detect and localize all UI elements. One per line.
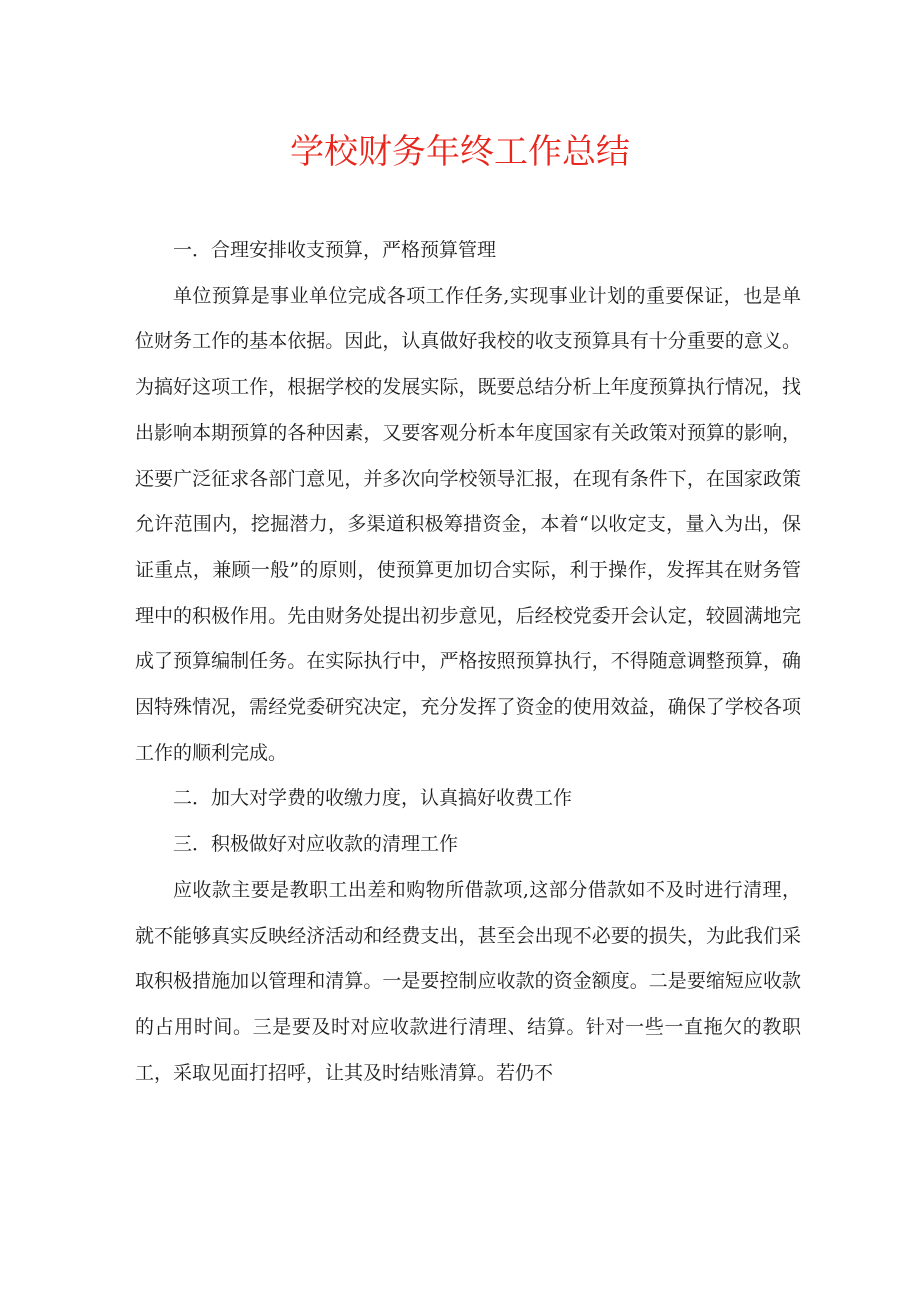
section-heading-2: 二．加大对学费的收缴力度，认真搞好收费工作 [173, 787, 573, 810]
paragraph-receivables: 应收款主要是教职工出差和购物所借款项,这部分借款如不及时进行清理，就不能够真实反映经济活动和经费支出，甚至会出现不必要的损失，为此我们采取积极措施加以管理和清算。一是要控制应收款的资金额度。二是要缩短应收款的占用时间。三是要及时对应收款进行清理、结算。针对一些一直拖欠的教职工，采取见面打招呼，让其及时结账清算。若仍不 [135, 878, 801, 1084]
section-heading-1: 一．合理安排收支预算，严格预算管理 [173, 239, 497, 261]
document-title: 学校财务年终工作总结 [290, 132, 630, 172]
paragraph-budget: 单位预算是事业单位完成各项工作任务,实现事业计划的重要保证，也是单位财务工作的基本依据。因此，认真做好我校的收支预算具有十分重要的意义。为搞好这项工作，根据学校的发展实际，既要总结分析上年度预算执行情况，找出影响本期预算的各种因素，又要客观分析本年度国家有关政策对预算的影响，还要广泛征求各部门意见，并多次向学校领导汇报，在现有条件下，在国家政策允许范围内，挖掘潜力，多渠道积极筹措资金，本着“以收定支，量入为出，保证重点，兼顾一般”的原则，使预算更加切合实际，利于操作，发挥其在财务管理中的积极作用。先由财务处提出初步意见，后经校党委开会认定，较圆满地完成了预算编制任务。在实际执行中，严格按照预算执行，不得随意调整预算，确因特殊情况，需经党委研究决定，充分发挥了资金的使用效益，确保了学校各项工作的顺利完成。 [135, 284, 801, 764]
section-heading-3: 三．积极做好对应收款的清理工作 [173, 833, 459, 856]
document-body [135, 228, 801, 1096]
